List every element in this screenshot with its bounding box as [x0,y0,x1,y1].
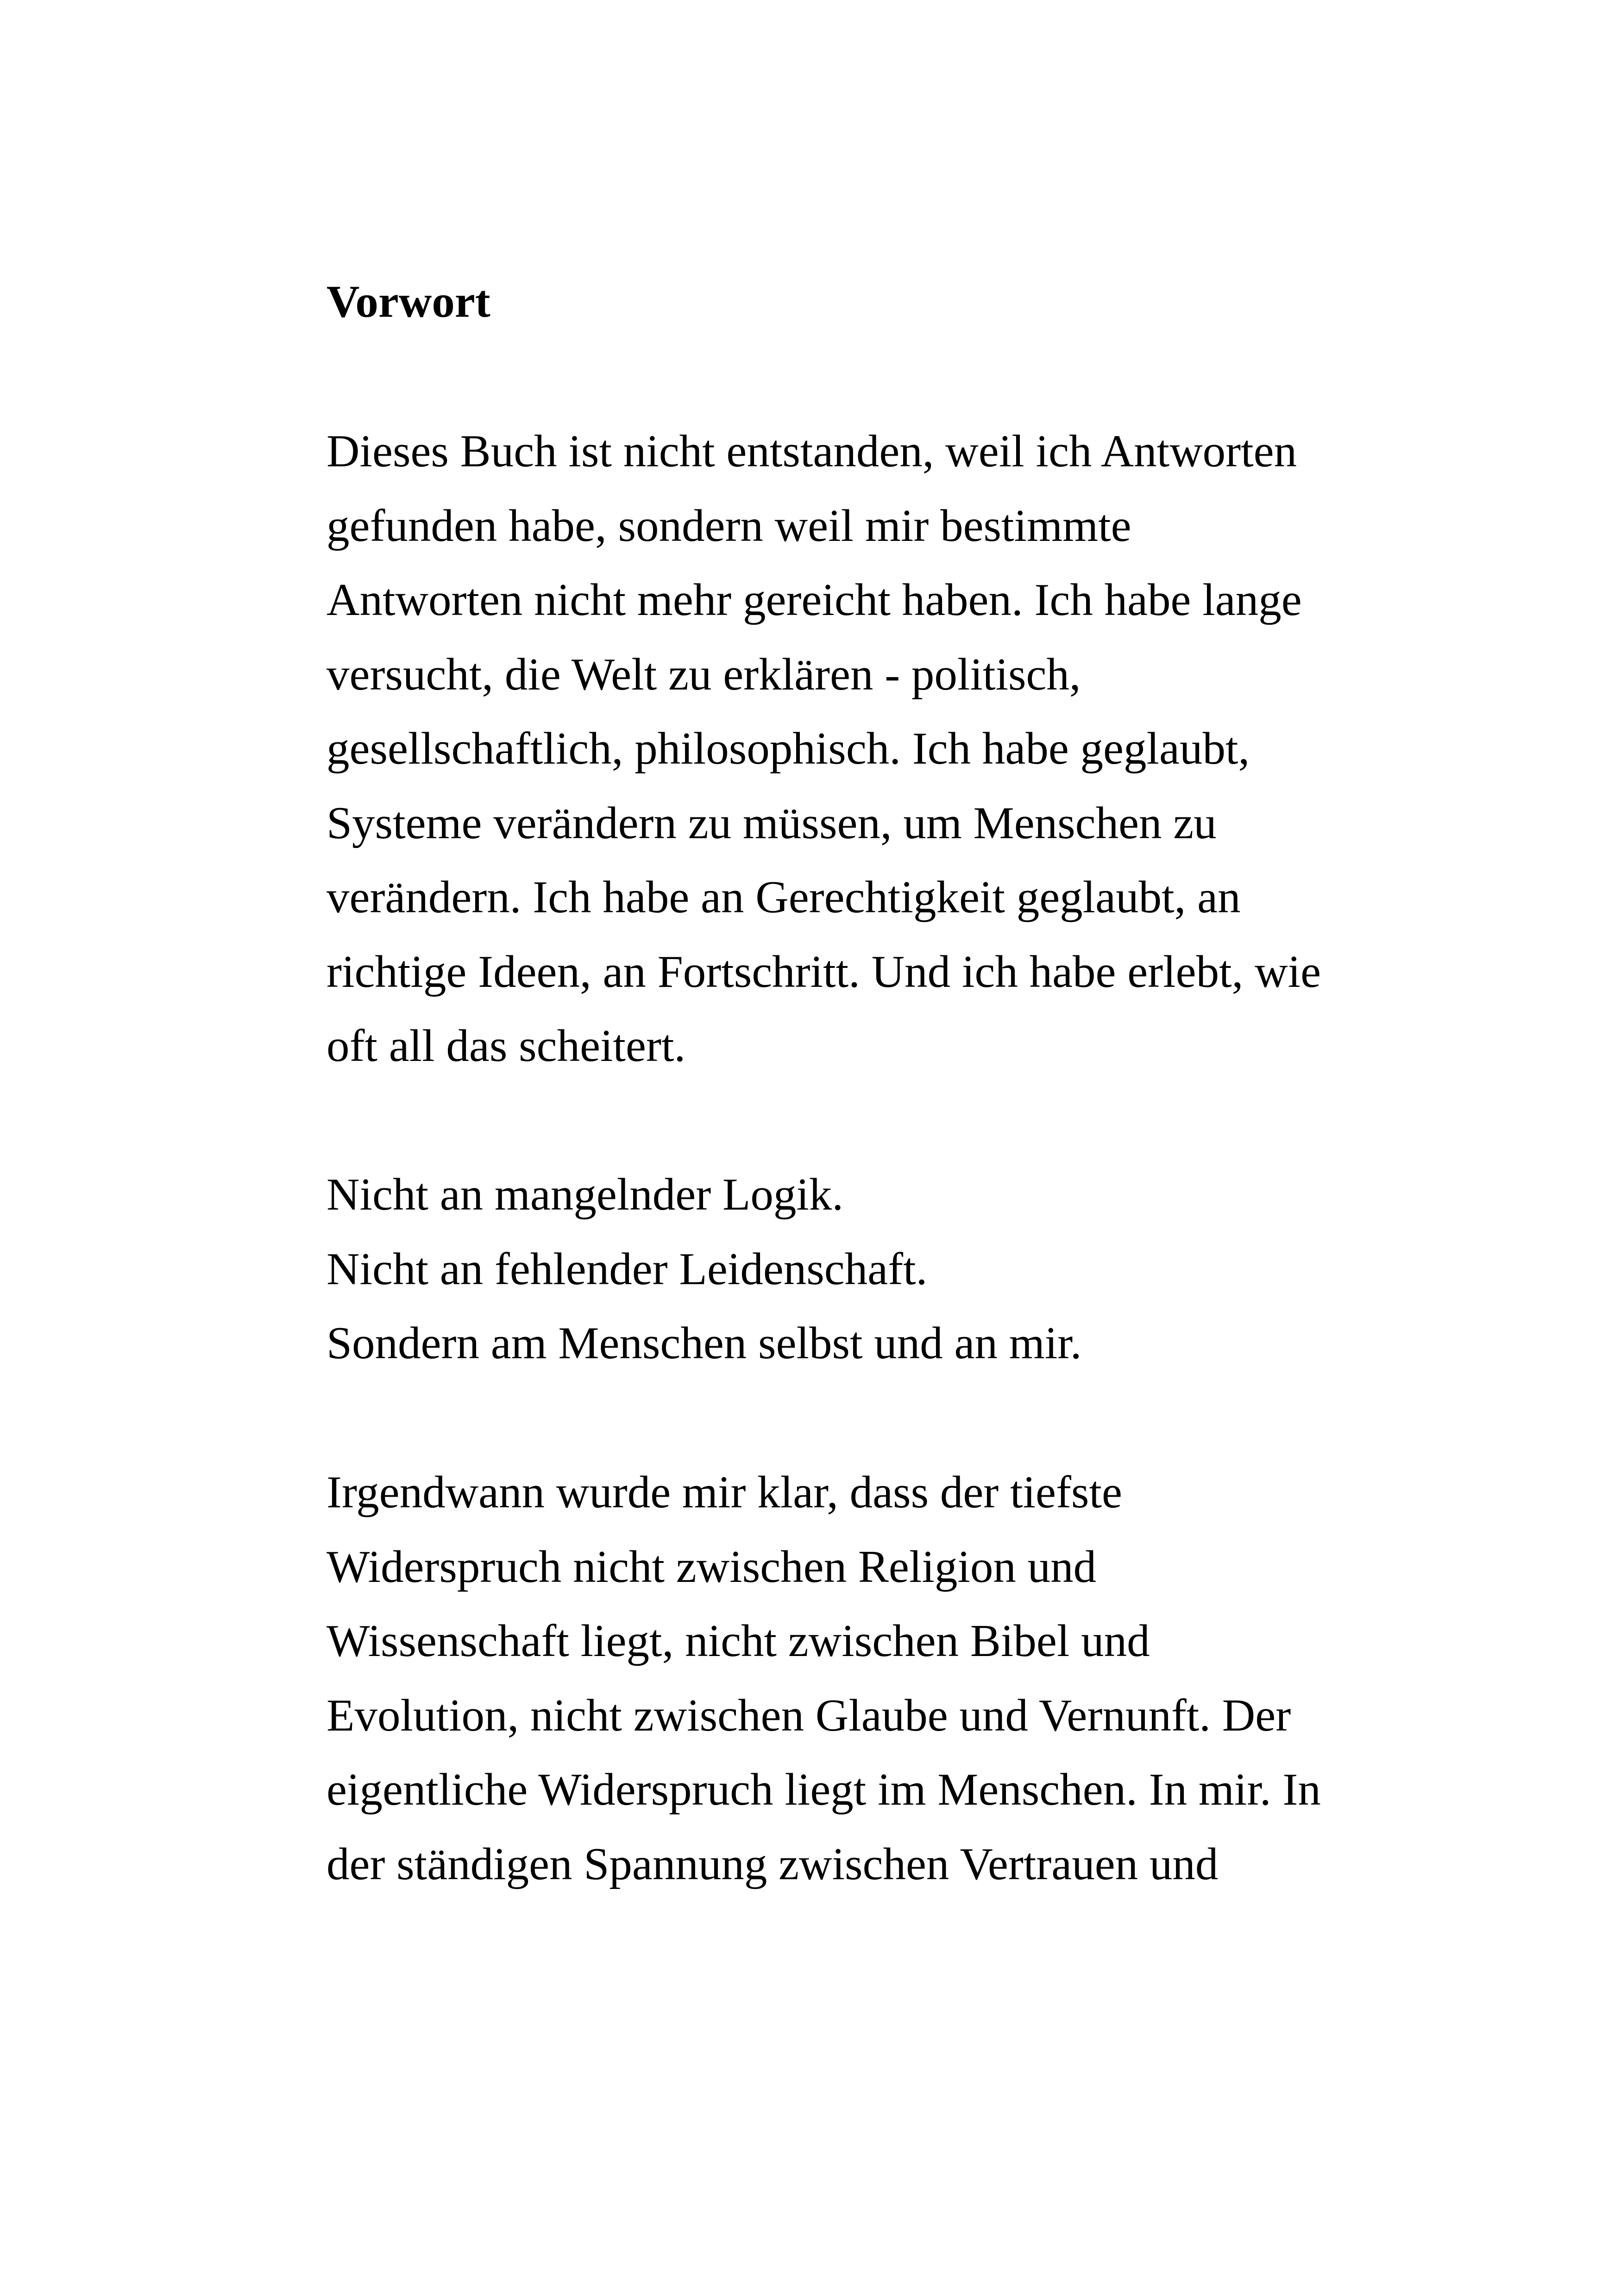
text-line: richtige Ideen, an Fortschritt. Und ich habe erlebt, wie [327,946,1321,997]
text-line: Irgendwann wurde mir klar, dass der tiefste [327,1467,1122,1518]
text-line: Antworten nicht mehr gereicht haben. Ich habe lange [327,575,1302,625]
text-line: Evolution, nicht zwischen Glaube und Vernunft. Der [327,1690,1291,1741]
text-line: der ständigen Spannung zwischen Vertrauen und [327,1838,1219,1889]
text-line: gesellschaftlich, philosophisch. Ich habe geglaubt, [327,723,1250,774]
text-line: eigentliche Widerspruch liegt im Menschen. In mir. In [327,1764,1321,1815]
text-line: versucht, die Welt zu erklären - politisch, [327,649,1081,700]
text-line: Sondern am Menschen selbst und an mir. [327,1318,1082,1368]
paragraph [327,1158,1082,1381]
text-line: gefunden habe, sondern weil mir bestimmte [327,500,1131,551]
text-line: Widerspruch nicht zwischen Religion und [327,1541,1097,1592]
text-line: Dieses Buch ist nicht entstanden, weil ich Antworten [327,426,1297,477]
paragraph [327,414,1321,1084]
page-title: Vorwort [327,276,490,327]
text-line: Nicht an mangelnder Logik. [327,1169,844,1220]
text-line: oft all das scheitert. [327,1021,686,1071]
text-line: Nicht an fehlender Leidenschaft. [327,1243,928,1294]
text-line: verändern. Ich habe an Gerechtigkeit geglaubt, an [327,872,1241,922]
paragraph [327,1455,1321,1901]
text-line: Systeme verändern zu müssen, um Menschen zu [327,797,1217,848]
text-line: Wissenschaft liegt, nicht zwischen Bibel und [327,1616,1150,1666]
